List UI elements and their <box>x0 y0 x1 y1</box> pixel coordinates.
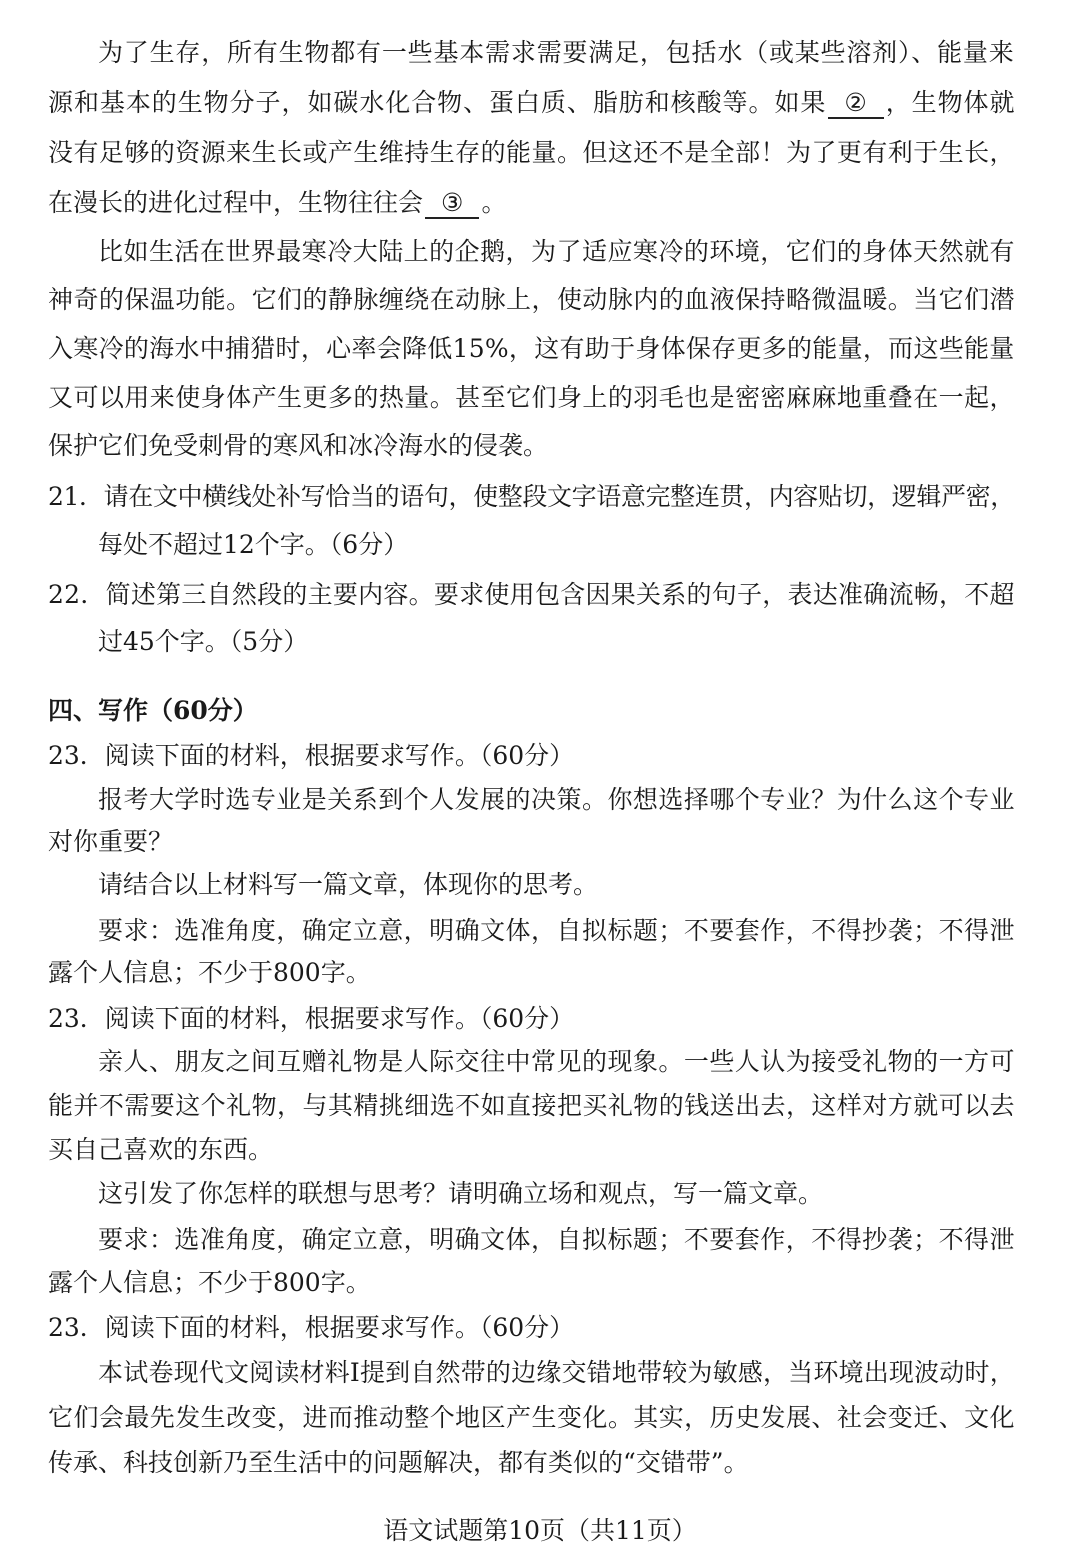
fill-in-blank: ③ <box>425 189 479 219</box>
text-line: 没有足够的资源来生长或产生维持生存的能量。但这还不是全部！为了更有利于生长， <box>48 138 1016 167</box>
text-line: 23．阅读下面的材料，根据要求写作。（60分） <box>48 741 575 770</box>
text-segment: ，生物体就 <box>885 88 1016 117</box>
page-footer: 语文试题第10页（共11页） <box>383 1516 697 1545</box>
text-line: 要求：选准角度，确定立意，明确文体，自拟标题；不要套作，不得抄袭；不得泄 <box>98 916 1016 945</box>
text-line: 能并不需要这个礼物，与其精挑细选不如直接把买礼物的钱送出去，这样对方就可以去 <box>48 1091 1016 1120</box>
text-segment: 。 <box>481 188 507 217</box>
text-line: 传承、科技创新乃至生活中的问题解决，都有类似的“交错带”。 <box>48 1448 749 1477</box>
text-line <box>48 86 1015 120</box>
text-line: 请结合以上材料写一篇文章，体现你的思考。 <box>98 870 599 899</box>
section-heading: 四、写作（60分） <box>48 696 258 725</box>
text-line: 保护它们免受刺骨的寒风和冰冷海水的侵袭。 <box>48 431 549 460</box>
text-line: 22．简述第三自然段的主要内容。要求使用包含因果关系的句子，表达准确流畅，不超 <box>48 580 1015 609</box>
text-line: 报考大学时选专业是关系到个人发展的决策。你想选择哪个专业？为什么这个专业 <box>98 785 1016 814</box>
text-line: 入寒冷的海水中捕猎时，心率会降低15%，这有助于身体保存更多的能量，而这些能量 <box>48 334 1015 363</box>
text-line: 每处不超过12个字。（6分） <box>98 530 409 559</box>
text-line: 比如生活在世界最寒冷大陆上的企鹅，为了适应寒冷的环境，它们的身体天然就有 <box>98 237 1016 266</box>
text-segment: 在漫长的进化过程中，生物往往会 <box>48 188 424 217</box>
text-line: 买自己喜欢的东西。 <box>48 1135 274 1164</box>
text-line: 23．阅读下面的材料，根据要求写作。（60分） <box>48 1313 575 1342</box>
text-line <box>48 186 506 220</box>
text-line: 23．阅读下面的材料，根据要求写作。（60分） <box>48 1004 575 1033</box>
text-line: 神奇的保温功能。它们的静脉缠绕在动脉上，使动脉内的血液保持略微温暖。当它们潜 <box>48 285 1016 314</box>
text-line: 露个人信息；不少于800字。 <box>48 958 371 987</box>
text-line: 为了生存，所有生物都有一些基本需求需要满足，包括水（或某些溶剂）、能量来 <box>98 38 1015 67</box>
fill-in-blank: ② <box>828 89 883 119</box>
text-line: 它们会最先发生改变，进而推动整个地区产生变化。其实，历史发展、社会变迁、文化 <box>48 1403 1016 1432</box>
text-line: 要求：选准角度，确定立意，明确文体，自拟标题；不要套作，不得抄袭；不得泄 <box>98 1225 1016 1254</box>
text-line: 又可以用来使身体产生更多的热量。甚至它们身上的羽毛也是密密麻麻地重叠在一起， <box>48 383 1016 412</box>
text-line: 亲人、朋友之间互赠礼物是人际交往中常见的现象。一些人认为接受礼物的一方可 <box>98 1047 1016 1076</box>
text-line: 过45个字。（5分） <box>98 627 309 656</box>
text-line: 这引发了你怎样的联想与思考？请明确立场和观点，写一篇文章。 <box>98 1179 824 1208</box>
text-line: 露个人信息；不少于800字。 <box>48 1268 371 1297</box>
text-line: 21．请在文中横线处补写恰当的语句，使整段文字语意完整连贯，内容贴切，逻辑严密， <box>48 482 1015 511</box>
text-line: 对你重要？ <box>48 827 174 856</box>
text-line: 本试卷现代文阅读材料Ⅰ提到自然带的边缘交错地带较为敏感，当环境出现波动时， <box>98 1358 1015 1387</box>
text-segment: 源和基本的生物分子，如碳水化合物、蛋白质、脂肪和核酸等。如果 <box>48 88 827 117</box>
